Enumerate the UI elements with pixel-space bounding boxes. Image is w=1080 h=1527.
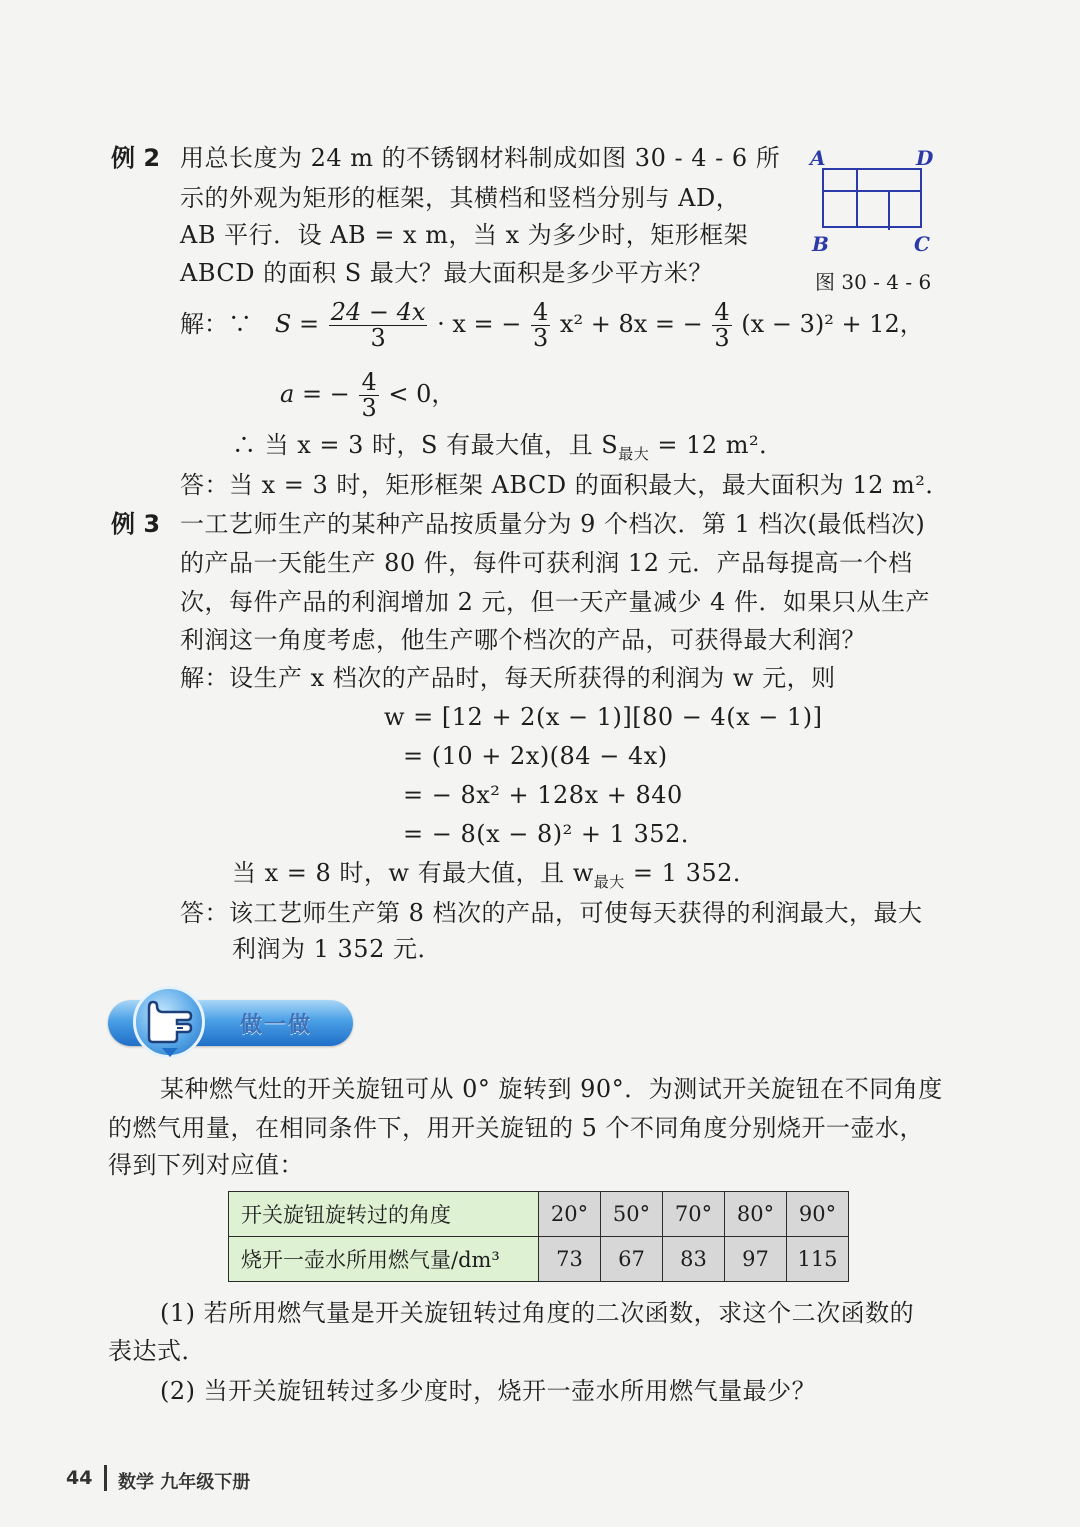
footer-book-title: 数学 九年级下册 — [118, 1472, 251, 1493]
example-3-label: 例 3 — [111, 510, 161, 538]
fraction-4-over-3-a — [531, 300, 550, 351]
fraction-4-over-3-c — [359, 370, 378, 421]
example-3-answer-1: 答：该工艺师生产第 8 档次的产品，可使每天获得的利润最大，最大 — [180, 899, 923, 927]
therefore-subscript: 最大 — [618, 444, 650, 463]
example-3-answer-2: 利润为 1 352 元． — [232, 935, 442, 963]
a-inequality — [280, 370, 455, 421]
solution-prefix: 解：∵ — [180, 310, 252, 339]
gas-cell: 115 — [787, 1237, 849, 1282]
banner-pointer — [162, 1048, 178, 1057]
example-3-eq-3: = − 8x² + 128x + 840 — [403, 781, 683, 809]
row-label-gas: 烧开一壶水所用燃气量/dm³ — [229, 1237, 539, 1282]
angle-cell: 50° — [601, 1192, 663, 1237]
s-equals: S = — [274, 310, 320, 339]
fraction-numerator: 4 — [361, 368, 377, 396]
gas-cell: 97 — [725, 1237, 787, 1282]
solution-equation — [180, 300, 924, 351]
question-1-line-2: 表达式． — [108, 1337, 206, 1365]
gas-usage-table — [228, 1191, 849, 1282]
fraction-4-over-3-b — [712, 300, 731, 351]
gas-cell: 73 — [539, 1237, 601, 1282]
figure-caption: 图 30 - 4 - 6 — [815, 270, 932, 294]
a-equals: a = − — [280, 380, 350, 409]
figure-label-c: C — [914, 232, 930, 256]
frame-horizontal-bar — [824, 190, 920, 192]
angle-cell: 70° — [663, 1192, 725, 1237]
example-3-eq-1: w = [12 + 2(x − 1)][80 − 4(x − 1)] — [384, 703, 823, 731]
a-inequality-end: < 0， — [388, 380, 456, 409]
angle-cell: 80° — [725, 1192, 787, 1237]
table-row-angles — [229, 1192, 849, 1237]
equation-middle-2: x² + 8x = − — [559, 310, 703, 339]
fraction-denominator: 3 — [370, 324, 386, 353]
example-3-eq-2: = (10 + 2x)(84 − 4x) — [403, 742, 668, 770]
equation-tail: (x − 3)² + 12， — [741, 310, 924, 339]
gas-cell: 67 — [601, 1237, 663, 1282]
activity-intro-1: 某种燃气灶的开关旋钮可从 0° 旋转到 90°．为测试开关旋钮在不同角度 — [160, 1075, 943, 1103]
question-2: (2) 当开关旋钮转过多少度时，烧开一壶水所用燃气量最少？ — [160, 1377, 817, 1405]
question-1-line-1: (1) 若所用燃气量是开关旋钮转过角度的二次函数，求这个二次函数的 — [160, 1299, 915, 1327]
row-label-angle: 开关旋钮旋转过的角度 — [229, 1192, 539, 1237]
frame-vertical-bar-1 — [856, 170, 858, 226]
example-3-line-2: 的产品一天能生产 80 件，每件可获利润 12 元．产品每提高一个档 — [180, 549, 913, 577]
max-subscript: 最大 — [593, 872, 625, 891]
example-3-max-line — [232, 858, 757, 897]
fraction-24-4x-over-3 — [329, 300, 428, 351]
fraction-denominator: 3 — [533, 324, 549, 353]
gas-cell: 83 — [663, 1237, 725, 1282]
therefore-end: = 12 m²． — [649, 431, 784, 459]
activity-title: 做一做 — [240, 1013, 313, 1038]
angle-cell: 90° — [787, 1192, 849, 1237]
figure-label-b: B — [812, 232, 829, 256]
max-line-text: 当 x = 8 时，w 有最大值，且 w — [232, 859, 594, 887]
example-3-solution: 解：设生产 x 档次的产品时，每天所获得的利润为 w 元，则 — [180, 664, 836, 692]
fraction-denominator: 3 — [714, 324, 730, 353]
frame-vertical-bar-2 — [888, 190, 890, 230]
figure-label-d: D — [916, 146, 934, 170]
example-2-line-3: AB 平行．设 AB = x m，当 x 为多少时，矩形框架 — [180, 221, 749, 249]
example-3-eq-4: = − 8(x − 8)² + 1 352． — [403, 820, 706, 848]
example-2-line-1: 用总长度为 24 m 的不锈钢材料制成如图 30 - 4 - 6 所 — [180, 144, 781, 172]
fraction-denominator: 3 — [361, 394, 377, 423]
table-row-gas — [229, 1237, 849, 1282]
therefore-text: ∴ 当 x = 3 时，S 有最大值，且 S — [232, 431, 619, 459]
hand-icon — [143, 998, 195, 1046]
activity-intro-2: 的燃气用量，在相同条件下，用开关旋钮的 5 个不同角度分别烧开一壶水， — [108, 1114, 925, 1142]
footer-divider — [104, 1465, 107, 1491]
activity-intro-3: 得到下列对应值： — [108, 1151, 304, 1179]
max-line-end: = 1 352． — [624, 859, 758, 887]
example-2-label: 例 2 — [111, 144, 161, 172]
therefore-line — [232, 430, 784, 469]
page-number: 44 — [66, 1467, 93, 1489]
fraction-numerator: 24 − 4x — [330, 298, 426, 326]
example-2-answer: 答：当 x = 3 时，矩形框架 ABCD 的面积最大，最大面积为 12 m²． — [180, 471, 950, 499]
example-3-line-1: 一工艺师生产的某种产品按质量分为 9 个档次．第 1 档次(最低档次) — [180, 510, 926, 538]
fraction-numerator: 4 — [714, 298, 730, 326]
figure-label-a: A — [810, 146, 826, 170]
fraction-numerator: 4 — [533, 298, 549, 326]
rectangle-frame — [822, 168, 922, 228]
example-2-line-4: ABCD 的面积 S 最大？最大面积是多少平方米？ — [180, 259, 713, 287]
example-2-line-2: 示的外观为矩形的框架，其横档和竖档分别与 AD， — [180, 184, 741, 212]
angle-cell: 20° — [539, 1192, 601, 1237]
example-3-line-3: 次，每件产品的利润增加 2 元，但一天产量减少 4 件．如果只从生产 — [180, 588, 931, 616]
example-3-line-4: 利润这一角度考虑，他生产哪个档次的产品，可获得最大利润？ — [180, 626, 866, 654]
equation-middle-1: · x = − — [437, 310, 522, 339]
